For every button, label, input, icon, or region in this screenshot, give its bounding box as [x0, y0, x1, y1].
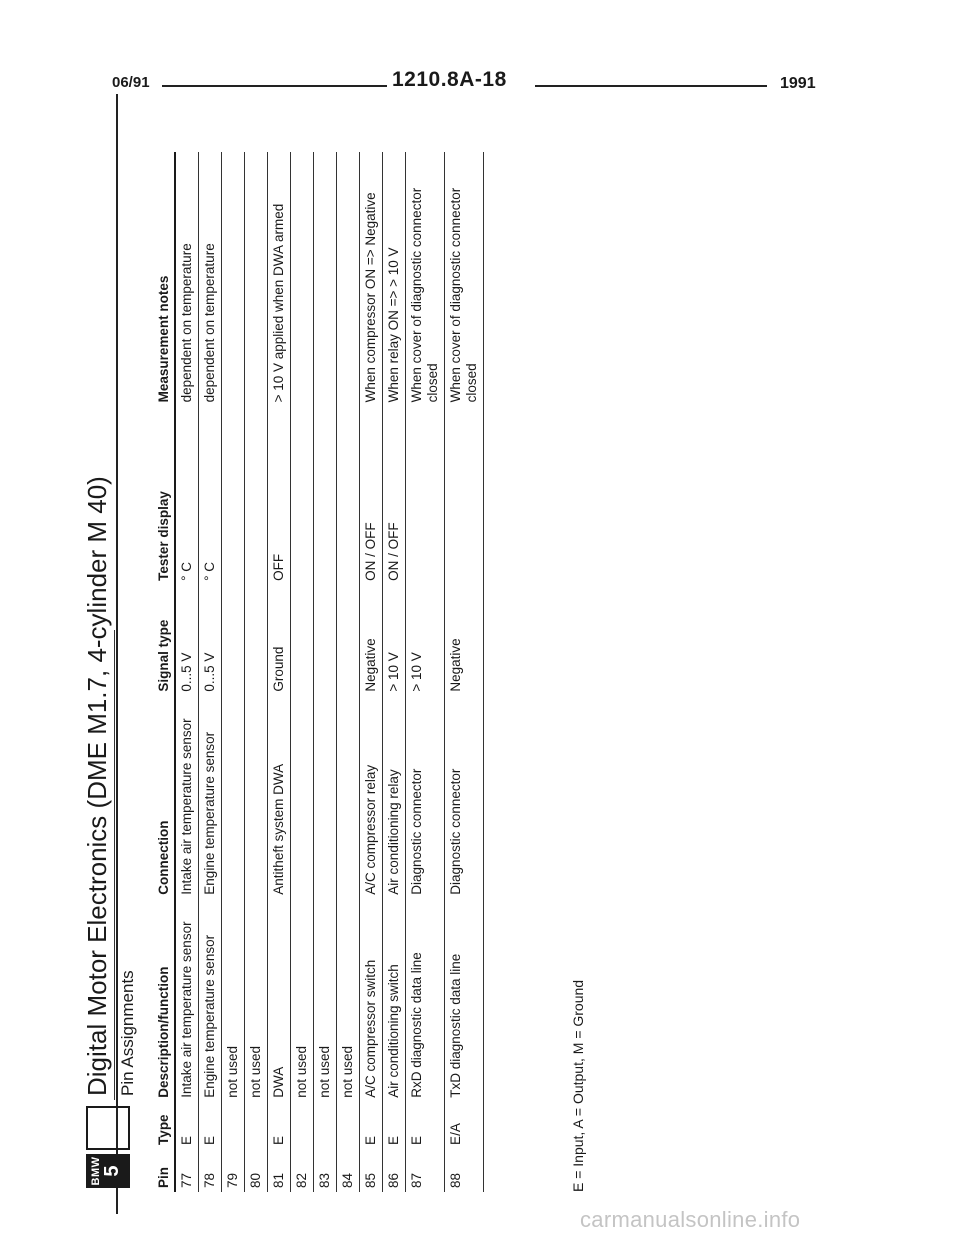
cell-measurement-notes: When compressor ON => Negative	[360, 152, 383, 406]
col-header-type: Type	[154, 1102, 175, 1149]
table-row	[360, 152, 383, 1192]
cell-connection: Air conditioning relay	[383, 696, 406, 899]
cell-tester-display	[314, 406, 337, 584]
header-year: 1991	[780, 75, 816, 92]
cell-type: E	[360, 1102, 383, 1149]
table-row	[245, 152, 268, 1192]
table-row	[383, 152, 406, 1192]
cell-signal-type	[291, 585, 314, 696]
cell-signal-type: > 10 V	[383, 585, 406, 696]
cell-measurement-notes	[337, 152, 360, 406]
cell-connection: Intake air temperature sensor	[175, 696, 199, 899]
cell-description: Intake air temperature sensor	[175, 899, 199, 1102]
header-date: 06/91	[112, 74, 150, 91]
cell-signal-type: 0...5 V	[175, 585, 199, 696]
cell-type: E	[199, 1102, 222, 1149]
cell-tester-display: OFF	[268, 406, 291, 584]
cell-pin: 84	[337, 1149, 360, 1192]
cell-description: not used	[291, 899, 314, 1102]
cell-measurement-notes: dependent on temperature	[199, 152, 222, 406]
cell-signal-type	[314, 585, 337, 696]
cell-measurement-notes	[245, 152, 268, 406]
cell-pin: 83	[314, 1149, 337, 1192]
table-row	[175, 152, 199, 1192]
cell-tester-display	[406, 406, 445, 584]
table-row	[199, 152, 222, 1192]
cell-type	[222, 1102, 245, 1149]
col-header-tester: Tester display	[154, 406, 175, 584]
cell-tester-display: ° C	[175, 406, 199, 584]
logo-empty-box	[86, 1106, 130, 1150]
table-row	[314, 152, 337, 1192]
table-row	[337, 152, 360, 1192]
cell-description: Engine temperature sensor	[199, 899, 222, 1102]
cell-measurement-notes: > 10 V applied when DWA armed	[268, 152, 291, 406]
series-number: 5	[101, 1165, 123, 1177]
cell-measurement-notes: When relay ON => > 10 V	[383, 152, 406, 406]
cell-tester-display: ON / OFF	[360, 406, 383, 584]
cell-connection: Diagnostic connector	[406, 696, 445, 899]
cell-tester-display	[445, 406, 484, 584]
cell-signal-type	[337, 585, 360, 696]
cell-pin: 77	[175, 1149, 199, 1192]
cell-pin: 87	[406, 1149, 445, 1192]
cell-tester-display: ° C	[199, 406, 222, 584]
cell-pin: 81	[268, 1149, 291, 1192]
cell-measurement-notes: When cover of diagnostic connector closed	[445, 152, 484, 406]
table-header-row	[154, 152, 175, 1192]
page-title: Digital Motor Electronics (DME M1.7, 4-cylinder M 40)	[82, 476, 112, 1096]
cell-pin: 82	[291, 1149, 314, 1192]
cell-tester-display	[291, 406, 314, 584]
cell-connection: A/C compressor relay	[360, 696, 383, 899]
cell-connection: Engine temperature sensor	[199, 696, 222, 899]
cell-pin: 85	[360, 1149, 383, 1192]
cell-description: not used	[245, 899, 268, 1102]
cell-type: E	[268, 1102, 291, 1149]
cell-connection	[314, 696, 337, 899]
cell-type: E/A	[445, 1102, 484, 1149]
cell-description: Air conditioning switch	[383, 899, 406, 1102]
cell-tester-display	[222, 406, 245, 584]
cell-measurement-notes: When cover of diagnostic connector closed	[406, 152, 445, 406]
page-subtitle: Pin Assignments	[118, 970, 137, 1096]
cell-connection	[291, 696, 314, 899]
watermark: carmanualsonline.info	[580, 1207, 801, 1232]
cell-type: E	[383, 1102, 406, 1149]
rotated-page-body	[80, 80, 600, 1200]
cell-description: A/C compressor switch	[360, 899, 383, 1102]
cell-signal-type: Negative	[360, 585, 383, 696]
table-row	[291, 152, 314, 1192]
logo-text: BMW	[90, 1156, 102, 1186]
cell-signal-type: 0...5 V	[199, 585, 222, 696]
col-header-signal: Signal type	[154, 585, 175, 696]
col-header-pin: Pin	[154, 1149, 175, 1192]
cell-measurement-notes	[314, 152, 337, 406]
cell-connection: Diagnostic connector	[445, 696, 484, 899]
table-row	[222, 152, 245, 1192]
table-row	[406, 152, 445, 1192]
cell-description: DWA	[268, 899, 291, 1102]
cell-type: E	[406, 1102, 445, 1149]
cell-type	[314, 1102, 337, 1149]
cell-tester-display	[337, 406, 360, 584]
cell-pin: 86	[383, 1149, 406, 1192]
bmw-logo	[86, 1154, 130, 1188]
cell-pin: 88	[445, 1149, 484, 1192]
cell-description: RxD diagnostic data line	[406, 899, 445, 1102]
cell-pin: 79	[222, 1149, 245, 1192]
cell-tester-display	[245, 406, 268, 584]
cell-measurement-notes	[222, 152, 245, 406]
cell-type	[291, 1102, 314, 1149]
pin-assignment-table	[154, 152, 484, 1192]
cell-connection	[245, 696, 268, 899]
cell-type: E	[175, 1102, 199, 1149]
cell-description: not used	[314, 899, 337, 1102]
table-row	[445, 152, 484, 1192]
cell-signal-type: > 10 V	[406, 585, 445, 696]
col-header-connection: Connection	[154, 696, 175, 899]
cell-type	[337, 1102, 360, 1149]
cell-connection	[337, 696, 360, 899]
type-legend: E = Input, A = Output, M = Ground	[570, 979, 586, 1192]
table-row	[268, 152, 291, 1192]
cell-description: not used	[337, 899, 360, 1102]
cell-pin: 80	[245, 1149, 268, 1192]
title-block	[80, 80, 142, 1200]
header-doc-id: 1210.8A-18	[392, 68, 507, 91]
cell-signal-type	[245, 585, 268, 696]
cell-signal-type: Ground	[268, 585, 291, 696]
cell-signal-type	[222, 585, 245, 696]
cell-signal-type: Negative	[445, 585, 484, 696]
cell-pin: 78	[199, 1149, 222, 1192]
cell-measurement-notes	[291, 152, 314, 406]
col-header-notes: Measurement notes	[154, 152, 175, 406]
table-body	[175, 152, 484, 1192]
cell-measurement-notes: dependent on temperature	[175, 152, 199, 406]
title-rule	[114, 630, 115, 1100]
cell-description: not used	[222, 899, 245, 1102]
cell-connection: Antitheft system DWA	[268, 696, 291, 899]
col-header-description: Description/function	[154, 899, 175, 1102]
cell-type	[245, 1102, 268, 1149]
cell-tester-display: ON / OFF	[383, 406, 406, 584]
cell-description: TxD diagnostic data line	[445, 899, 484, 1102]
cell-connection	[222, 696, 245, 899]
